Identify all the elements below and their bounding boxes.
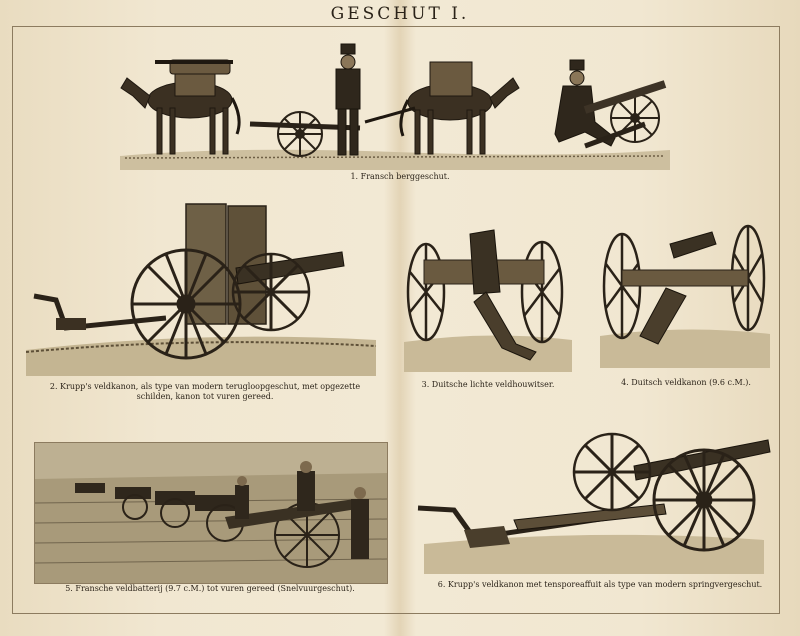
figure-4-illustration xyxy=(600,218,770,368)
figure-3-caption: 3. Duitsche lichte veldhouwitser. xyxy=(421,380,555,389)
figure-2-caption: 2. Krupp's veldkanon, als type van modern terugloopgeschut, met opgezette schilden, kanon tot vuren gereed. xyxy=(49,382,361,401)
page-title: GESCHUT I. xyxy=(330,4,470,24)
figure-5-caption: 5. Fransche veldbatterij (9.7 c.M.) tot vuren gereed (Snelvuurgeschut). xyxy=(65,584,355,593)
figure-6-caption: 6. Krupp's veldkanon met tensporeaffuit als type van modern springvergeschut. xyxy=(437,580,763,589)
figure-4-caption: 4. Duitsch veldkanon (9.6 c.M.). xyxy=(621,378,751,387)
figure-2-illustration xyxy=(26,200,376,376)
figure-6-illustration xyxy=(414,418,774,574)
figure-1-caption: 1. Fransch berggeschut. xyxy=(350,172,450,181)
figure-3-illustration xyxy=(404,222,572,372)
figure-1-illustration xyxy=(115,38,675,170)
figure-5-illustration xyxy=(34,442,388,584)
